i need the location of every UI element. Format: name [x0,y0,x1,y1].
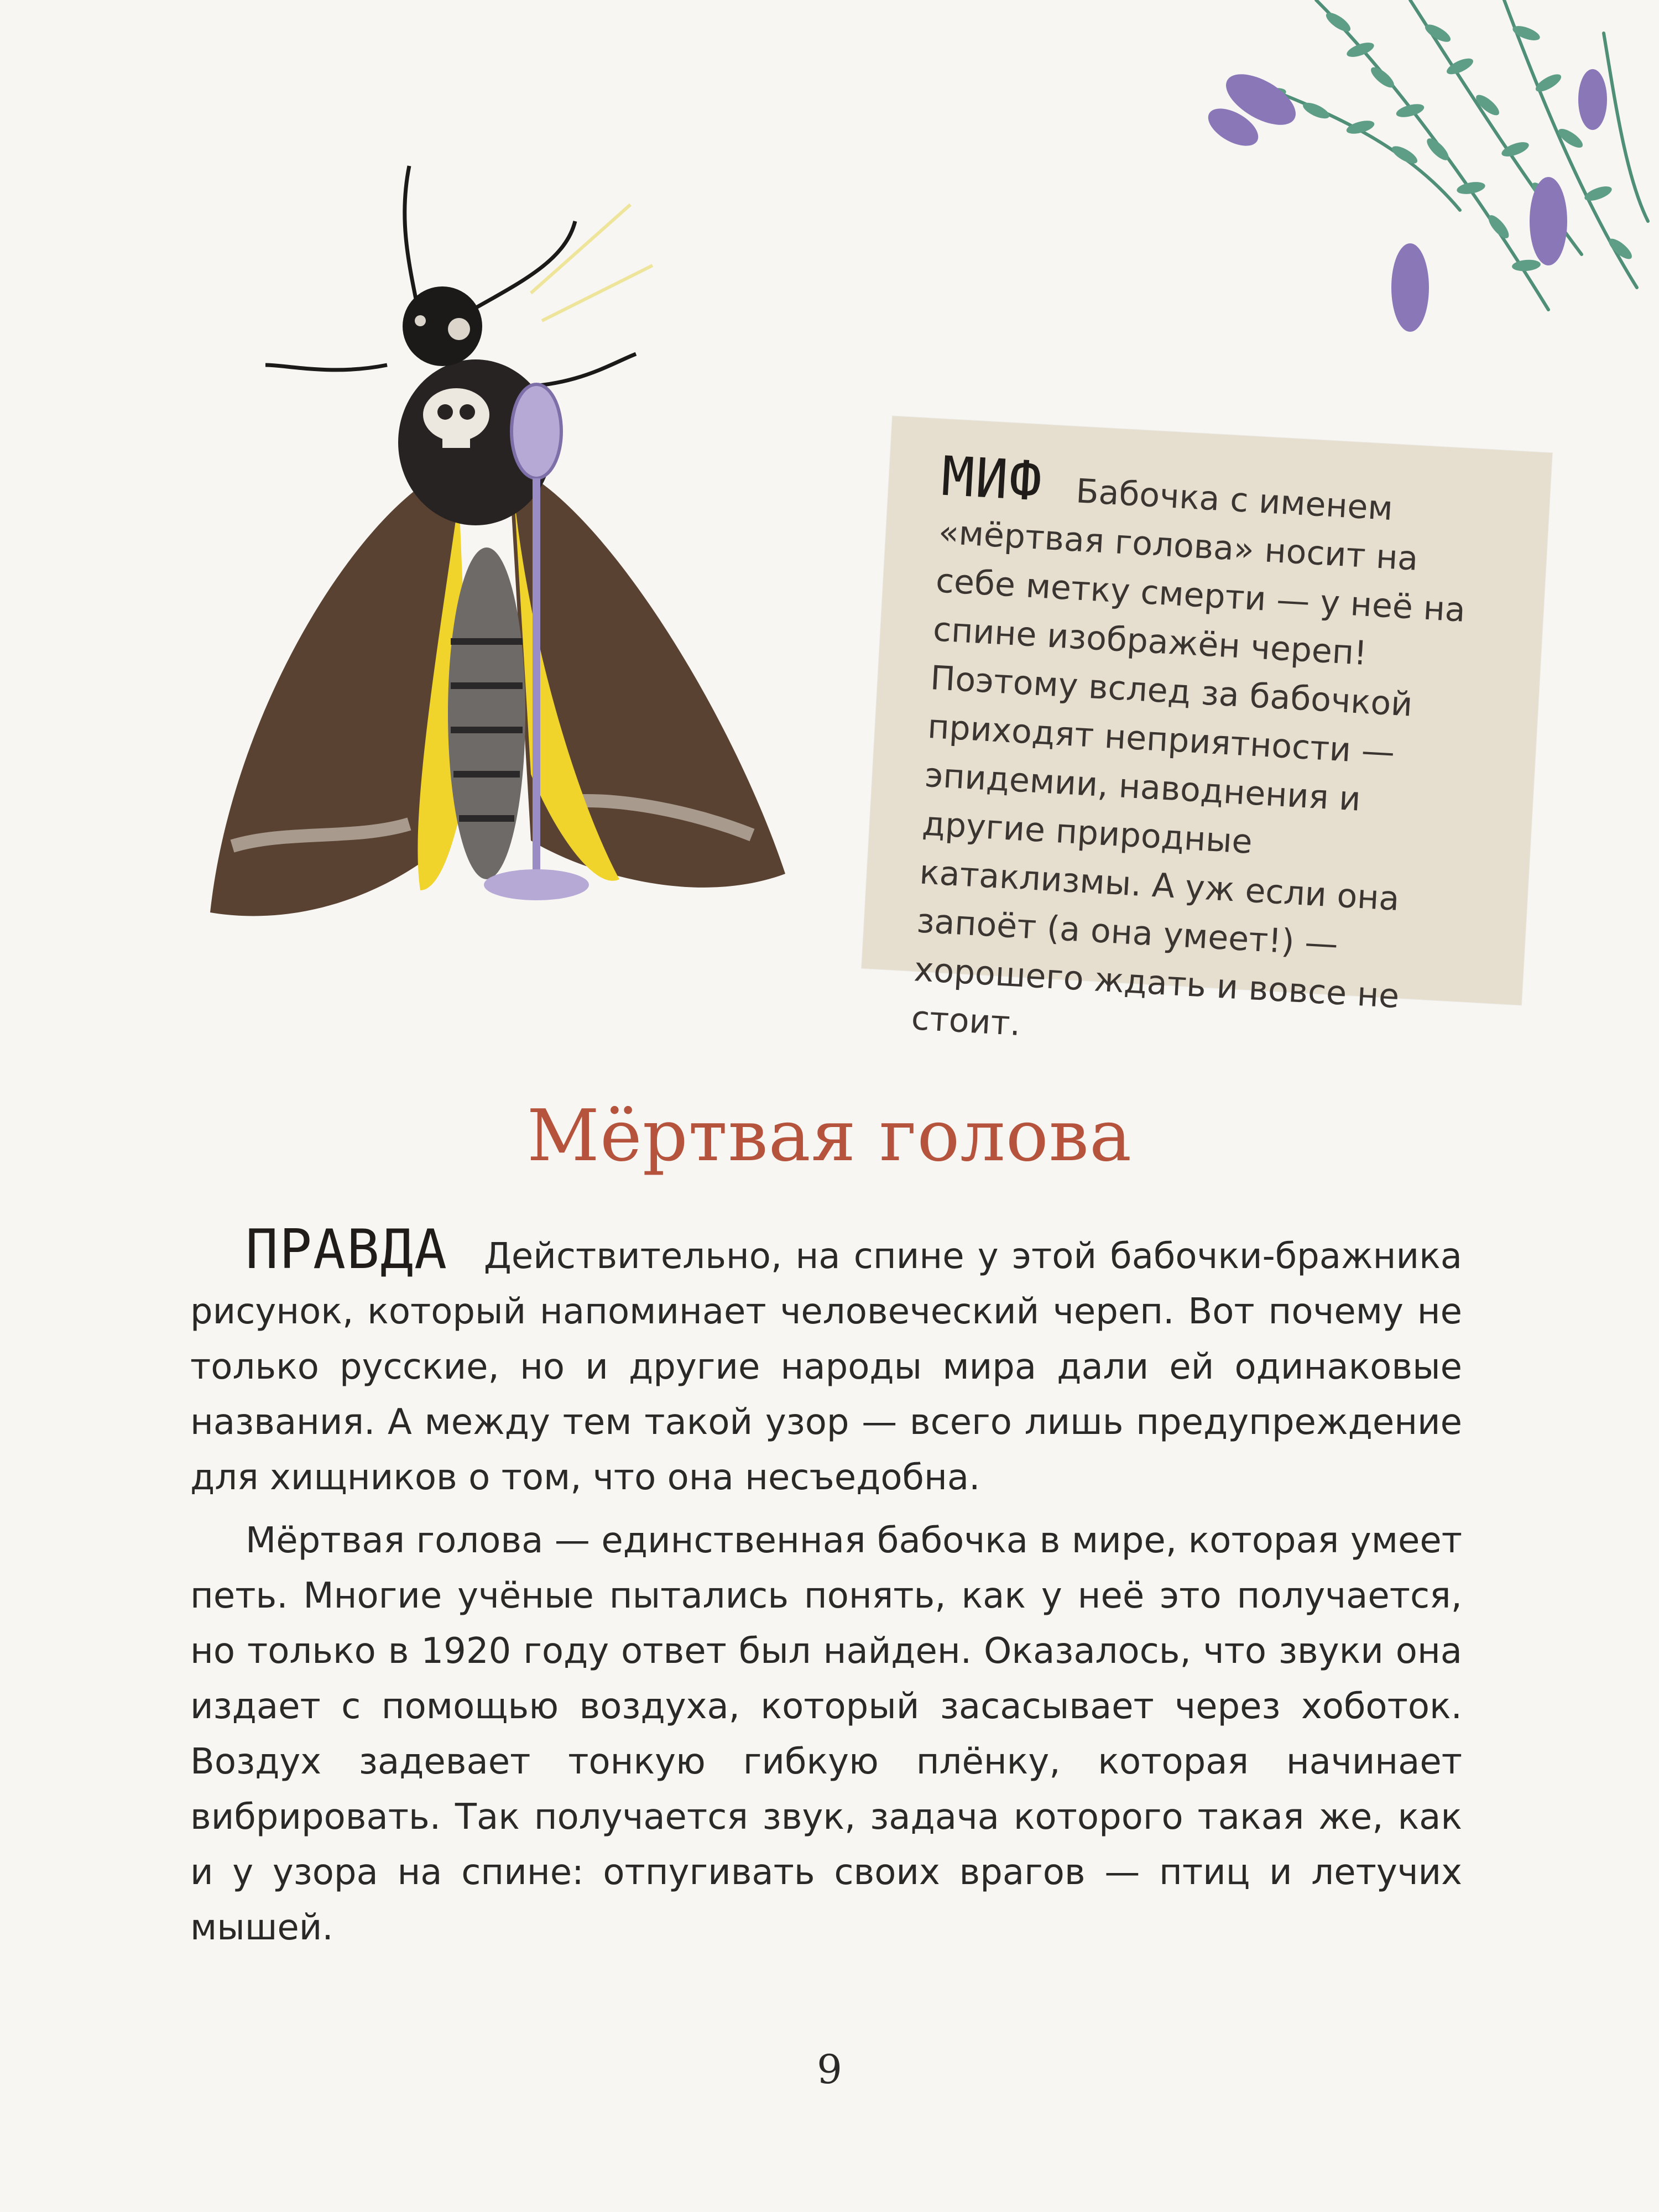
truth-paragraph-2: Мёртвая голова — единственная бабочка в мире, которая умеет петь. Многие учёные пытались понять, как у неё это получается, но только в 1920 году ответ был найден. Оказалось, что звуки она издает с помощью воздуха, который засасывает через хоботок. Воздух задевает тонкую гибкую плёнку, которая начинает вибрировать. Так получается звук, задача которого такая же, как и у узора на спине: отпугивать своих врагов — птиц и летучих мышей. [190,1520,1462,1948]
myth-box [862,416,1552,1044]
page-title: Мёртвая голова [526,1095,1133,1177]
myth-text: Бабочка с именем «мёртвая голова» носит на себе метку смерти — у неё на спине изображён череп! Поэтому вслед за бабочкой приходят неприятности — эпидемии, наводнения и другие природные катаклизмы. А уж если она запоёт (а она умеет!) — хорошего ждать и вовсе не стоит. [910,472,1467,1044]
lavender-illustration [1150,0,1659,431]
truth-label: ПРАВДА [246,1218,484,1281]
truth-paragraph-1-text: Действительно, на спине у этой бабочки-бражника рисунок, который напоминает человеческий череп. Вот почему не только русские, но и другие народы мира дали ей одинаковые названия. А между тем такой узор — всего лишь предупреждение для хищников о том, что она несъедобна. [190,1236,1462,1498]
moth-illustration [199,155,818,940]
truth-section [190,1218,1462,1955]
page-number: 9 [817,2046,842,2093]
myth-label: МИФ [940,445,1078,516]
truth-paragraph-1 [190,1218,1462,1505]
myth-text-block [910,445,1501,1074]
